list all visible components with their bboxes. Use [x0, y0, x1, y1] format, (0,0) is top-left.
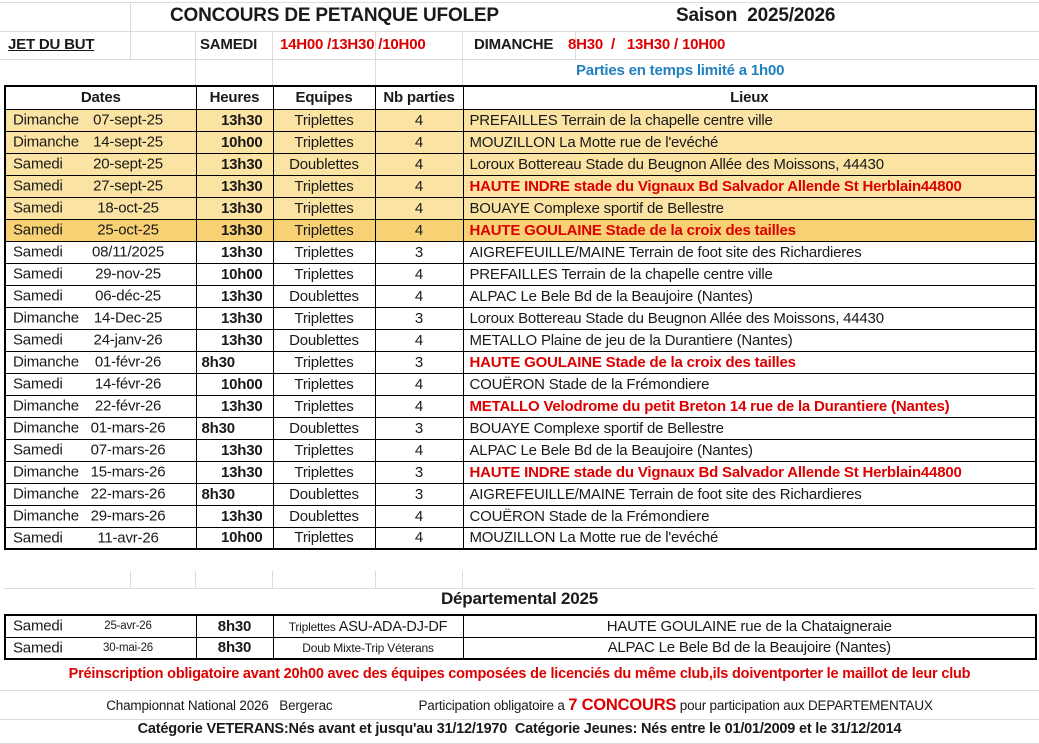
column-header-1: Heures — [196, 86, 273, 109]
jet-du-but-label: JET DU BUT — [8, 36, 95, 53]
venue-cell: AIGREFEUILLE/MAINE Terrain de foot site des Richardieres — [463, 241, 1036, 263]
time-cell: 13h30 — [196, 285, 273, 307]
date-cell — [5, 307, 196, 329]
date-cell — [5, 131, 196, 153]
time-cell: 13h30 — [196, 307, 273, 329]
games-count-cell: 4 — [375, 373, 463, 395]
date-label: 29-mars-26 — [90, 507, 166, 525]
dimanche-label: DIMANCHE — [474, 36, 554, 53]
table-row — [5, 109, 1036, 131]
gridline — [195, 571, 196, 588]
page-title: CONCOURS DE PETANQUE UFOLEP — [170, 5, 499, 26]
time-cell: 13h30 — [196, 197, 273, 219]
games-count-cell: 4 — [375, 329, 463, 351]
date-label: 25-avr-26 — [104, 620, 152, 633]
day-label: Samedi — [13, 331, 63, 349]
games-count-cell: 4 — [375, 109, 463, 131]
venue-cell: HAUTE INDRE stade du Vignaux Bd Salvador Allende St Herblain44800 — [463, 461, 1036, 483]
date-cell — [5, 109, 196, 131]
table-row — [5, 395, 1036, 417]
teams-cell: Doublettes — [273, 417, 375, 439]
day-label: Dimanche — [13, 463, 79, 481]
venue-cell: BOUAYE Complexe sportif de Bellestre — [463, 417, 1036, 439]
time-cell: 8h30 — [196, 637, 273, 659]
time-cell: 10h00 — [196, 373, 273, 395]
teams-cell — [273, 637, 463, 659]
games-count-cell: 3 — [375, 351, 463, 373]
day-label: Samedi — [13, 639, 63, 657]
departemental-row — [5, 615, 1036, 637]
date-label: 15-mars-26 — [90, 463, 166, 481]
gridline — [272, 31, 273, 85]
date-cell — [5, 153, 196, 175]
venue-cell: METALLO Velodrome du petit Breton 14 rue de la Durantiere (Nantes) — [463, 395, 1036, 417]
time-cell: 8h30 — [196, 483, 273, 505]
samedi-label: SAMEDI — [200, 36, 258, 53]
games-count-cell: 3 — [375, 417, 463, 439]
day-label: Samedi — [13, 265, 63, 283]
date-cell — [5, 285, 196, 307]
categories-note: Catégorie VETERANS:Nés avant et jusqu'au 31/12/1970 Catégorie Jeunes: Nés entre le 01/01/2009 et le 31/12/2014 — [137, 721, 902, 737]
day-label: Samedi — [13, 177, 63, 195]
venue-cell: PREFAILLES Terrain de la chapelle centre ville — [463, 263, 1036, 285]
venue-cell: AIGREFEUILLE/MAINE Terrain de foot site des Richardieres — [463, 483, 1036, 505]
table-row — [5, 197, 1036, 219]
table-row — [5, 241, 1036, 263]
time-cell: 13h30 — [196, 219, 273, 241]
time-cell: 10h00 — [196, 263, 273, 285]
venue-cell: Loroux Bottereau Stade du Beugnon Allée des Moissons, 44430 — [463, 153, 1036, 175]
teams-cell: Triplettes — [273, 395, 375, 417]
date-label: 20-sept-25 — [93, 155, 163, 173]
table-row — [5, 483, 1036, 505]
date-cell — [5, 505, 196, 527]
departemental-row — [5, 637, 1036, 659]
table-header-row — [5, 86, 1036, 109]
preinscription-note: Préinscription obligatoire avant 20h00 avec des équipes composées de licenciés du même club,ils doiventporter le maillot de leur club — [68, 666, 971, 682]
day-label: Dimanche — [13, 133, 79, 151]
day-label: Dimanche — [13, 507, 79, 525]
teams-cell: Doublettes — [273, 329, 375, 351]
games-count-cell: 4 — [375, 197, 463, 219]
table-row — [5, 439, 1036, 461]
gridline — [272, 571, 273, 588]
gridline — [0, 59, 1039, 60]
teams-cell: Triplettes — [273, 197, 375, 219]
date-cell — [5, 373, 196, 395]
games-count-cell: 3 — [375, 307, 463, 329]
participation-prefix: Participation obligatoire a — [418, 697, 569, 713]
teams-category-label: Triplettes — [288, 619, 339, 634]
games-count-cell: 4 — [375, 263, 463, 285]
venue-cell: COUËRON Stade de la Frémondiere — [463, 373, 1036, 395]
teams-cell: Triplettes — [273, 241, 375, 263]
date-label: 01-févr-26 — [94, 353, 162, 371]
time-cell: 13h30 — [196, 395, 273, 417]
venue-cell: MOUZILLON La Motte rue de l'evéché — [463, 131, 1036, 153]
date-label: 01-mars-26 — [90, 419, 166, 437]
table-row — [5, 329, 1036, 351]
date-cell — [5, 417, 196, 439]
date-label: 30-mai-26 — [103, 641, 153, 654]
venue-cell: MOUZILLON La Motte rue de l'evéché — [463, 527, 1036, 549]
games-count-cell: 4 — [375, 175, 463, 197]
teams-cell: Triplettes — [273, 131, 375, 153]
date-label: 24-janv-26 — [93, 331, 163, 349]
participation-note — [418, 696, 932, 715]
gridline — [195, 31, 196, 85]
date-label: 25-oct-25 — [97, 221, 159, 239]
date-label: 29-nov-25 — [95, 265, 161, 283]
time-cell: 13h30 — [196, 109, 273, 131]
teams-cell: Triplettes — [273, 527, 375, 549]
time-cell: 8h30 — [196, 351, 273, 373]
departemental-title: Départemental 2025 — [440, 589, 599, 608]
venue-cell: METALLO Plaine de jeu de la Durantiere (Nantes) — [463, 329, 1036, 351]
date-label: 14-sept-25 — [93, 133, 163, 151]
venue-cell: HAUTE GOULAINE Stade de la croix des tailles — [463, 219, 1036, 241]
date-cell — [5, 439, 196, 461]
time-limit-note: Parties en temps limité a 1h00 — [576, 62, 785, 79]
date-cell — [5, 637, 196, 659]
day-label: Samedi — [13, 221, 63, 239]
teams-cell: Triplettes — [273, 109, 375, 131]
date-cell — [5, 461, 196, 483]
games-count-cell: 4 — [375, 285, 463, 307]
time-cell: 13h30 — [196, 329, 273, 351]
teams-cell: Triplettes — [273, 307, 375, 329]
teams-detail-label: ASU-ADA-DJ-DF — [338, 618, 448, 635]
table-row — [5, 505, 1036, 527]
gridline — [0, 719, 1039, 720]
departemental-table — [4, 614, 1037, 660]
date-cell — [5, 351, 196, 373]
day-label: Dimanche — [13, 353, 79, 371]
date-label: 07-sept-25 — [93, 111, 163, 129]
teams-cell: Doublettes — [273, 153, 375, 175]
games-count-cell: 4 — [375, 153, 463, 175]
games-count-cell: 3 — [375, 241, 463, 263]
gridline — [462, 571, 463, 588]
teams-cell: Triplettes — [273, 175, 375, 197]
date-label: 07-mars-26 — [90, 441, 166, 459]
games-count-cell: 4 — [375, 131, 463, 153]
day-label: Samedi — [13, 287, 63, 305]
venue-cell: HAUTE GOULAINE Stade de la croix des tailles — [463, 351, 1036, 373]
day-label: Dimanche — [13, 419, 79, 437]
day-label: Samedi — [13, 155, 63, 173]
date-cell — [5, 219, 196, 241]
date-label: 11-avr-26 — [97, 529, 159, 547]
table-row — [5, 263, 1036, 285]
venue-cell: HAUTE INDRE stade du Vignaux Bd Salvador Allende St Herblain44800 — [463, 175, 1036, 197]
teams-cell: Doublettes — [273, 285, 375, 307]
table-row — [5, 373, 1036, 395]
day-label: Samedi — [13, 441, 63, 459]
gridline — [0, 31, 1039, 32]
games-count-cell: 4 — [375, 439, 463, 461]
date-cell — [5, 241, 196, 263]
day-label: Samedi — [13, 243, 63, 261]
games-count-cell: 3 — [375, 483, 463, 505]
date-label: 22-mars-26 — [90, 485, 166, 503]
time-cell: 13h30 — [196, 461, 273, 483]
day-label: Samedi — [13, 529, 63, 547]
games-count-cell: 4 — [375, 219, 463, 241]
time-cell: 8h30 — [196, 615, 273, 637]
date-cell — [5, 615, 196, 637]
season-label: Saison 2025/2026 — [676, 5, 836, 26]
date-label: 14-févr-26 — [94, 375, 162, 393]
table-row — [5, 131, 1036, 153]
schedule-table — [4, 85, 1037, 550]
games-count-cell: 4 — [375, 395, 463, 417]
day-label: Dimanche — [13, 111, 79, 129]
gridline — [130, 2, 131, 59]
table-row — [5, 307, 1036, 329]
day-label: Dimanche — [13, 309, 79, 327]
time-cell: 8h30 — [196, 417, 273, 439]
time-cell: 10h00 — [196, 131, 273, 153]
column-header-0: Dates — [5, 86, 196, 109]
table-row — [5, 527, 1036, 549]
table-row — [5, 219, 1036, 241]
gridline — [0, 2, 1039, 3]
day-label: Samedi — [13, 617, 63, 635]
concours-count-highlight: 7 CONCOURS — [568, 695, 677, 714]
teams-cell: Triplettes — [273, 461, 375, 483]
date-label: 06-déc-25 — [95, 287, 161, 305]
time-cell: 13h30 — [196, 241, 273, 263]
time-cell: 13h30 — [196, 439, 273, 461]
championnat-national-label: Championnat National 2026 Bergerac — [106, 697, 333, 713]
date-cell — [5, 329, 196, 351]
date-label: 08/11/2025 — [92, 243, 164, 261]
teams-cell: Triplettes — [273, 373, 375, 395]
table-row — [5, 351, 1036, 373]
games-count-cell: 4 — [375, 527, 463, 549]
venue-cell: ALPAC Le Bele Bd de la Beaujoire (Nantes) — [463, 439, 1036, 461]
table-row — [5, 153, 1036, 175]
teams-cell: Triplettes — [273, 263, 375, 285]
gridline — [0, 690, 1039, 691]
venue-cell: COUËRON Stade de la Frémondiere — [463, 505, 1036, 527]
teams-cell: Triplettes — [273, 351, 375, 373]
time-cell: 13h30 — [196, 153, 273, 175]
table-row — [5, 175, 1036, 197]
time-cell: 13h30 — [196, 175, 273, 197]
dimanche-times: 8H30 / 13H30 / 10H00 — [568, 36, 726, 53]
participation-suffix: pour participation aux DEPARTEMENTAUX — [676, 697, 933, 713]
gridline — [130, 571, 131, 588]
table-row — [5, 461, 1036, 483]
date-cell — [5, 527, 196, 549]
venue-cell: PREFAILLES Terrain de la chapelle centre ville — [463, 109, 1036, 131]
games-count-cell: 3 — [375, 461, 463, 483]
column-header-3: Nb parties — [375, 86, 463, 109]
venue-cell: BOUAYE Complexe sportif de Bellestre — [463, 197, 1036, 219]
venue-cell: HAUTE GOULAINE rue de la Chataigneraie — [463, 615, 1036, 637]
date-label: 14-Dec-25 — [93, 309, 163, 327]
day-label: Dimanche — [13, 397, 79, 415]
venue-cell: ALPAC Le Bele Bd de la Beaujoire (Nantes) — [463, 637, 1036, 659]
table-row — [5, 285, 1036, 307]
day-label: Dimanche — [13, 485, 79, 503]
time-cell: 10h00 — [196, 527, 273, 549]
gridline — [462, 31, 463, 85]
teams-cell: Doublettes — [273, 483, 375, 505]
championnat-note — [0, 692, 1039, 718]
venue-cell: Loroux Bottereau Stade du Beugnon Allée des Moissons, 44430 — [463, 307, 1036, 329]
table-row — [5, 417, 1036, 439]
samedi-times: 14H00 /13H30 /10H00 — [280, 36, 426, 53]
date-cell — [5, 395, 196, 417]
teams-cell: Triplettes — [273, 439, 375, 461]
teams-cell — [273, 615, 463, 637]
date-label: 22-févr-26 — [94, 397, 162, 415]
date-label: 18-oct-25 — [97, 199, 159, 217]
games-count-cell: 4 — [375, 505, 463, 527]
venue-cell: ALPAC Le Bele Bd de la Beaujoire (Nantes) — [463, 285, 1036, 307]
teams-cell: Triplettes — [273, 219, 375, 241]
date-cell — [5, 483, 196, 505]
date-cell — [5, 175, 196, 197]
column-header-4: Lieux — [463, 86, 1036, 109]
day-label: Samedi — [13, 199, 63, 217]
date-cell — [5, 197, 196, 219]
time-cell: 13h30 — [196, 505, 273, 527]
teams-category-label: Doub Mixte-Trip Véterans — [302, 641, 434, 656]
day-label: Samedi — [13, 375, 63, 393]
date-cell — [5, 263, 196, 285]
date-label: 27-sept-25 — [93, 177, 163, 195]
gridline — [375, 571, 376, 588]
column-header-2: Equipes — [273, 86, 375, 109]
teams-cell: Doublettes — [273, 505, 375, 527]
